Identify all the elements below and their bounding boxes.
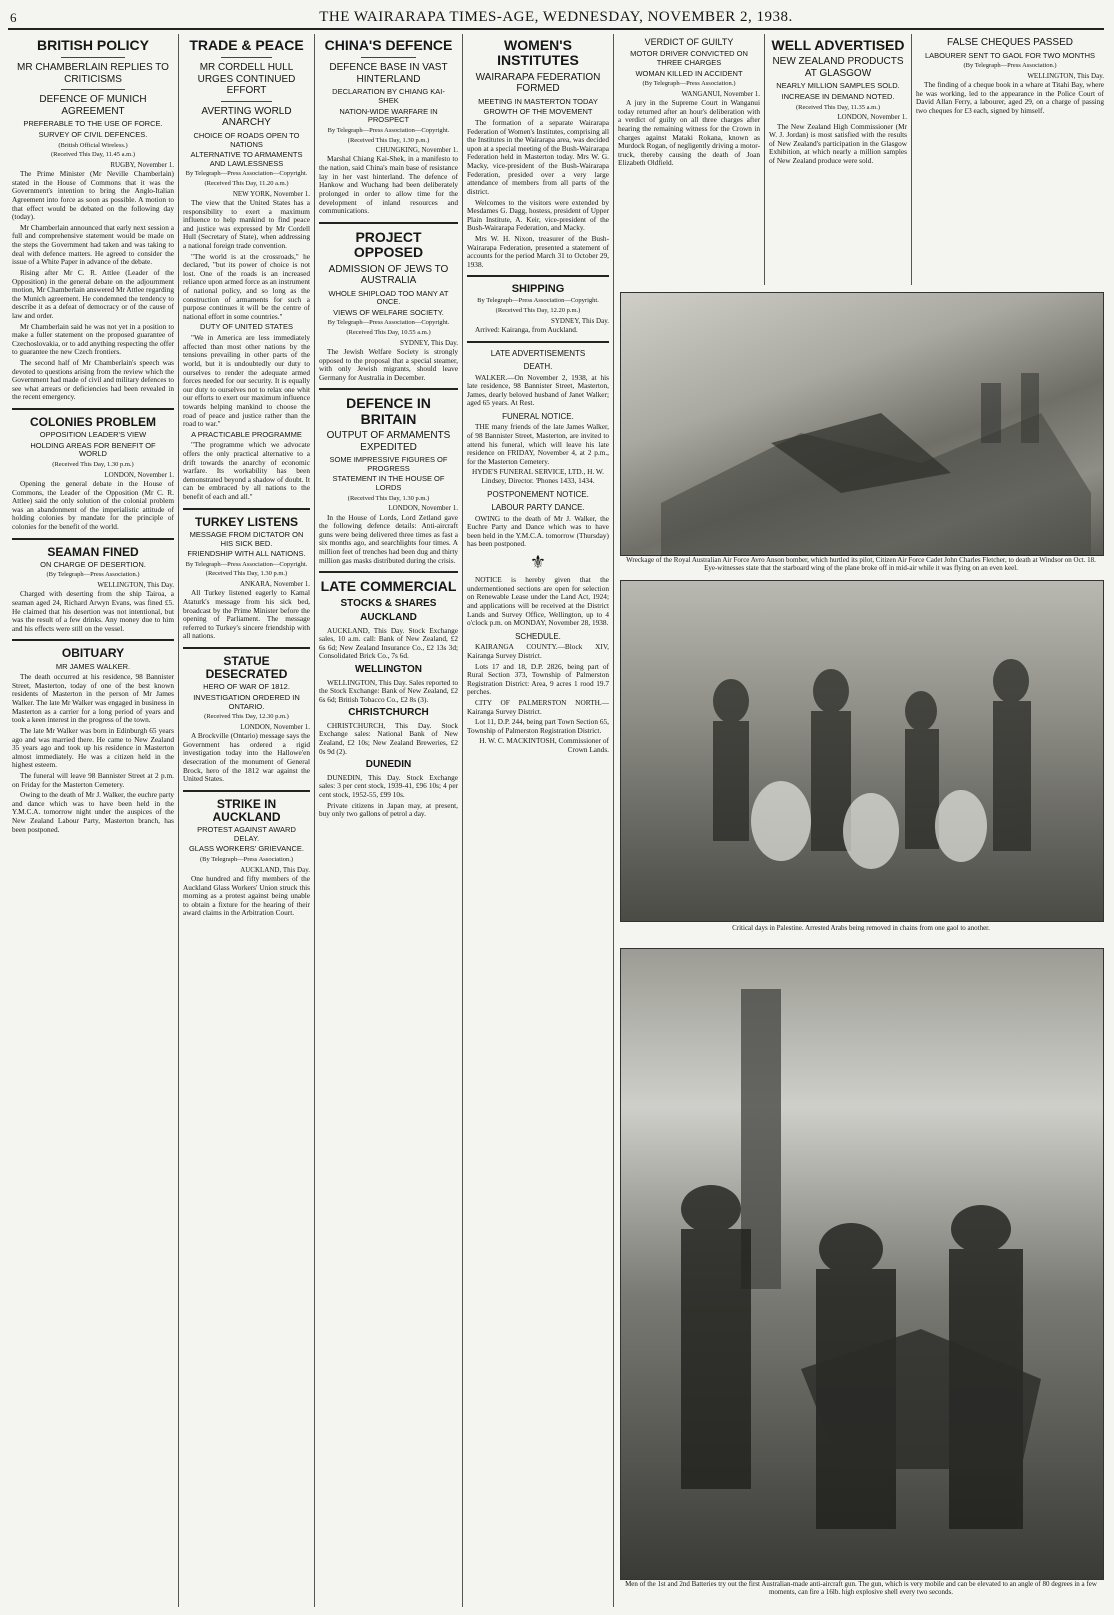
article-paragraph: Mr Chamberlain said he was not yet in a position to make a fuller statement on the proposed guarantee of Czechoslovakia, or to add anything respecting the offer to guarantee the new Czech frontiers. [12,321,174,357]
headline-chinas-defence: CHINA'S DEFENCE [324,37,453,53]
article-paragraph: "The world is at the crossroads," he declared, "but its power of choice is not lost. One of the roads is an increased reliance upon armed force as an instrument of national policy, and so long as the construction of armaments for such a purpose continues it will be the centre of national effort in some countries." [183,251,310,321]
death-notice-heading: DEATH. [523,362,553,372]
dateline: RUGBY, November 1. [110,160,174,169]
wreckage-image [621,293,1103,555]
subhead: MR JAMES WALKER. [55,661,131,671]
subhead: STOCKS & SHARES [340,597,437,609]
column-3 [319,34,458,1604]
funeral-notice: THE many friends of the late James Walker, of 98 Bannister Street, Masterton, are invited to attend his funeral, which will leave his late residence on FRIDAY, November 4, at 2 p.m., for the Masterton Cemetery. [467,422,609,466]
article-paragraph: The finding of a cheque book in a whare at Titahi Bay, where he was working, led to the appearance in the Police Court of David Allan Ferry, a labourer, aged 29, on a charge of passing two cheques for £3 each, signed by himself. [916,80,1104,115]
headline-defence-in-britain: DEFENCE IN BRITAIN [346,395,431,427]
funeral-director: HYDE'S FUNERAL SERVICE, LTD., H. W. Lindsey, Director. 'Phones 1433, 1434. [472,467,604,486]
subhead: DEFENCE BASE IN VAST HINTERLAND [329,62,448,85]
column-4 [467,34,609,1604]
article-paragraph: The funeral will leave 98 Bannister Street at 2 p.m. on Friday for the Masterton Cemetery. [12,770,174,789]
subhead: PREFERABLE TO THE USE OF FORCE. [23,119,163,129]
subhead: LABOURER SENT TO GAOL FOR TWO MONTHS [924,50,1096,60]
subhead: MESSAGE FROM DICTATOR ON HIS SICK BED. [189,529,304,548]
headline-verdict: VERDICT OF GUILTY [644,37,734,47]
arrested-arabs-image [621,581,1103,921]
dateline: LONDON, November 1. [837,113,907,122]
column-6 [769,34,907,284]
subhead: OPPOSITION LEADER'S VIEW [39,430,147,440]
subhead: INCREASE IN DEMAND NOTED. [781,92,895,102]
subhead: ON CHARGE OF DESERTION. [40,559,146,569]
land-notice-signature: H. W. C. MACKINTOSH, Commissioner of Crown Lands. [479,736,609,755]
article-paragraph: The second half of Mr Chamberlain's speech was devoted to questions arising from the review which the Government had made of civil and military defences to see what arrears or deficiencies had been revealed in the recent emergency. [12,358,174,402]
byline: By Telegraph—Press Association—Copyright. [327,319,450,327]
photo-caption: Critical days in Palestine. Arrested Arabs being removed in chains from one gaol to another. [732,924,990,932]
dateline: SYDNEY, This Day. [550,316,609,325]
byline: By Telegraph—Press Association—Copyright. [327,126,450,134]
column-2 [183,34,310,1604]
subhead: PROTEST AGAINST AWARD DELAY. [197,825,296,843]
subhead: OUTPUT OF ARMAMENTS EXPEDITED [326,430,451,453]
article-paragraph: The view that the United States has a responsibility to exert a maximum influence to help mankind to find peace and justice was expressed by Mr Cordell Hull (Secretary of State), when addressing a national foreign trade convention. [183,197,310,250]
article-paragraph: Rising after Mr C. R. Attlee (Leader of the Opposition) in the general debate on the adjournment motion, Mr Chamberlain answered Mr Attlee regarding the Munich agreement. He condemned the tendency to describe it as a defeat of democracy or of the cause of law and order. [12,267,174,320]
subhead: NEW ZEALAND PRODUCTS AT GLASGOW [772,56,904,79]
dateline: AUCKLAND, This Day. [240,865,310,874]
headline-project-opposed: PROJECT OPPOSED [353,228,424,261]
dateline: WELLINGTON, This Day. [1027,71,1104,80]
received-line: (Received This Day, 1.30 p.m.) [347,494,430,502]
headline-false-cheques: FALSE CHEQUES PASSED [947,37,1073,48]
postponement-notice: OWING to the death of Mr J. Walker, the Euchre Party and Dance which was to have been held in the Y.M.C.A. tomorrow (Thursday) has been postponed. [467,513,609,549]
land-notice: NOTICE is hereby given that the undermentioned sections are open for selection on Renewable Lease under the Land Act, 1924; and applications will be received at the District Lands and Survey Office, Wellington, up to 4 o'clock p.m. on MONDAY, November 28, 1938. [467,575,609,628]
article-paragraph: In the House of Lords, Lord Zetland gave the following defence details: Anti-aircraft guns were being delivered three times as fast a six months ago, and searchlights four times. A million feet of trenches had been dug and thirty million gas masks distributed during the crisis. [319,512,458,565]
subhead: AVERTING WORLD ANARCHY [201,105,292,129]
schedule-heading: SCHEDULE. [515,631,561,641]
article-paragraph: A jury in the Supreme Court in Wanganui today returned after an hour's deliberation with a verdict of guilty on all three charges after hearing the remaining witness for the Crown in charges against Mataki Rokana, known as Murdock Rogan, of negligently driving a motor-truck, thereby causing the death of Joan Elizabeth Oldfield. [618,98,760,168]
headline-turkey: TURKEY LISTENS [194,514,299,529]
headline-trade-peace: TRADE & PEACE [189,37,304,53]
received-line: (Received This Day, 11.20 a.m.) [204,180,289,188]
death-notice: WALKER.—On November 2, 1938, at his late residence, 98 Bannister Street, Masterton, James, dearly beloved husband of Janet Walker; aged 65 years. At Rest. [467,372,609,408]
subhead: MR CORDELL HULL URGES CONTINUED EFFORT [197,62,296,97]
headline-late-commercial: LATE COMMERCIAL [320,578,457,595]
received-line: (Received This Day, 11.45 a.m.) [50,151,136,159]
postponement-heading: POSTPONEMENT NOTICE. [487,489,589,499]
article-paragraph: The formation of a separate Wairarapa Federation of Women's Institutes, comprising all the Institutes in the Wairarapa area, was decided upon at a special meeting of the Bush-Wairarapa Federation held in Masterton today. Mrs W. G. Macky, vice-president of the Bush-Wairarapa Federation, presided over a very large attendance of members from all parts of the district. [467,118,609,196]
article-paragraph: The late Mr Walker was born in Edinburgh 65 years ago and was married there. He came to New Zealand 35 years ago and took up his residence in Masterton almost immediately. He was a citizen held in the highest esteem. [12,725,174,770]
market-heading-dunedin: DUNEDIN [365,759,412,771]
subhead: SURVEY OF CIVIL DEFENCES. [38,130,148,140]
byline: (British Official Wireless.) [58,141,128,149]
dateline: WELLINGTON, This Day. [97,581,174,590]
column-rule [613,34,614,1607]
headline-well-advertised: WELL ADVERTISED [771,37,905,53]
dateline: LONDON, November 1. [240,722,310,731]
land-notice-city: CITY OF PALMERSTON NORTH.—Kairanga Survey District. [467,697,609,716]
photo-anti-aircraft-gun [620,948,1104,1580]
masthead [8,6,1104,30]
column-rule [178,34,179,1607]
newspaper-title: THE WAIRARAPA TIMES-AGE, WEDNESDAY, NOVEMBER 2, 1938. [319,9,793,25]
postponement-subhead: LABOUR PARTY DANCE. [491,503,585,513]
byline: (By Telegraph—Press Association.) [963,62,1057,70]
article-paragraph: All Turkey listened eagerly to Kamal Ataturk's message from his sick bed, broadcast by the Prime Minister before the opening of Parliament. The message referred to Turkey's sincere friendship with all nations. [183,588,310,641]
column-rule [911,34,912,285]
subhead: MOTOR DRIVER CONVICTED ON THREE CHARGES [630,49,748,67]
column-7 [916,34,1104,284]
section-subhead: A PRACTICABLE PROGRAMME [191,429,302,439]
dateline: CHUNGKING, November 1. [375,146,458,155]
news-brief: Private citizens in Japan may, at present, buy only two gallons of petrol a day. [319,800,458,819]
subhead: WHOLE SHIPLOAD TOO MANY AT ONCE. [328,288,449,307]
headline-statue: STATUE DESECRATED [205,653,288,682]
subhead: DEFENCE OF MUNICH AGREEMENT [39,94,147,117]
page-number: 6 [10,10,17,25]
subhead: MR CHAMBERLAIN REPLIES TO CRITICISMS [17,62,169,85]
headline-womens-institutes: WOMEN'S INSTITUTES [497,37,579,69]
subhead: NEARLY MILLION SAMPLES SOLD. [776,81,900,91]
article-paragraph: Mr Chamberlain announced that early next session a full and comprehensive statement would be made on the steps the Government had taken and was taking to deal with defence matters. He agreed to consider the issue of a White Paper in advance of the debate. [12,222,174,267]
headline-shipping: SHIPPING [511,283,565,296]
subhead: MEETING IN MASTERTON TODAY [478,96,598,106]
photo-caption: Men of the 1st and 2nd Batteries try out the first Australian-made anti-aircraft gun. The gun, which is very mobile and can be elevated to an angle of 80 degrees in a few moments, can fire a 16lb. high explosive shell every two seconds. [625,1580,1097,1597]
subhead: FRIENDSHIP WITH ALL NATIONS. [187,549,306,559]
byline: (By Telegraph—Press Association.) [199,856,294,864]
market-report: WELLINGTON, This Day. Sales reported to the Stock Exchange: Bank of New Zealand, £2 6s 6d; British Tobacco Co., £2 8s (3). [319,677,458,704]
dateline: WANGANUI, November 1. [681,89,760,98]
article-paragraph: Owing to the death of Mr J. Walker, the euchre party and dance which was to have been held in the Y.M.C.A. tomorrow night under the auspices of the New Zealand Labour Party, Masterton branch, has been postponed. [12,790,174,834]
land-notice-paragraph: Lots 17 and 18, D.P. 2826, being part of Rural Section 373, Township of Palmerston Registration District: Area, 9 acres 1 rood 19.7 perches. [467,661,609,697]
market-heading-christchurch: CHRISTCHURCH [348,707,429,719]
subhead: CHOICE OF ROADS OPEN TO NATIONS [193,130,300,149]
column-5 [618,34,760,284]
headline-seaman: SEAMAN FINED [47,544,139,559]
column-rule [764,34,765,285]
article-paragraph: The New Zealand High Commissioner (Mr W. J. Jordan) is most satisfied with the results of New Zealand's participation in the Glasgow Exhibition, at which nearly a million samples of New Zealand produce were sold. [769,121,907,165]
received-line: (Received This Day, 1.30 p.m.) [205,570,288,578]
dateline: NEW YORK, November 1. [232,189,310,198]
received-line: (Received This Day, 11.35 a.m.) [795,103,881,111]
market-report: DUNEDIN, This Day. Stock Exchange sales: 3 per cent stock, 1939-41, £96 10s; 4 per cent stock, 1952-55, £99 10s. [319,772,458,800]
funeral-notice-heading: FUNERAL NOTICE. [502,411,574,421]
headline-strike: STRIKE IN AUCKLAND [212,796,281,824]
subhead: SOME IMPRESSIVE FIGURES OF PROGRESS [329,455,448,473]
article-paragraph: "We in America are less immediately affected than most other nations by the tensions prevailing in other parts of the world, but it is undoubtedly our duty to ourselves to render the adequate armed forces needed for our security. It is equally our duty to ourselves not to relax one whit our efforts to exert our maximum influence towards helping mankind to choose the road of peace and justice rather than the road to war." [183,333,310,429]
dateline: ANKARA, November 1. [240,580,310,589]
photo-palestine [620,580,1104,922]
subhead: WOMAN KILLED IN ACCIDENT [635,68,743,78]
byline: By Telegraph—Press Association—Copyright. [477,297,599,305]
market-heading-wellington: WELLINGTON [354,664,423,676]
byline: (By Telegraph—Press Association.) [642,80,736,88]
received-line: (Received This Day, 10.55 a.m.) [346,329,431,337]
article-paragraph: Welcomes to the visitors were extended by Mesdames G. Dagg, hostess, president of Upper Plain Institute, A. Keir, vice-president of the Bush-Wairarapa Federation, and Macky. [467,197,609,233]
subhead: WAIRARAPA FEDERATION FORMED [475,71,601,95]
received-line: (Received This Day, 12.30 p.m.) [204,713,289,721]
article-paragraph: The Jewish Welfare Society is strongly opposed to the proposal that a special steamer, with only Jewish migrants, should leave Germany for Australia in December. [319,346,458,382]
land-notice-paragraph: Lot 11, D.P. 244, being part Town Section 65, Township of Palmerston Registration District. [467,717,609,735]
subhead: GROWTH OF THE MOVEMENT [483,107,593,117]
market-report: CHRISTCHURCH, This Day. Stock Exchange sales: National Bank of New Zealand, £2 10s; New Zealand Breweries, £2 0s 9d (2). [319,720,458,756]
column-rule [314,34,315,1607]
subhead: ADMISSION OF JEWS TO AUSTRALIA [328,263,449,286]
headline-colonies: COLONIES PROBLEM [29,415,156,430]
subhead: HOLDING AREAS FOR BENEFIT OF WORLD [30,440,156,459]
subhead: DECLARATION BY CHIANG KAI-SHEK [332,87,445,106]
subhead: STATEMENT IN THE HOUSE OF LORDS [332,474,445,493]
article-paragraph: Mrs W. H. Nixon, treasurer of the Bush-Wairarapa Federation, presented a statement of accounts for the period March 31 to October 29, 1938. [467,233,609,269]
received-line: (Received This Day, 12.20 p.m.) [495,307,581,315]
anti-aircraft-gun-image [621,949,1103,1579]
article-paragraph: A Brockville (Ontario) message says the Government has ordered a rigid investigation today into the Hallowe'en desecration of the monument of General Brock, hero of the 1812 war against the United States. [183,731,310,784]
late-advertisements-heading: LATE ADVERTISEMENTS [490,348,586,358]
coat-of-arms-icon: ⚜ [529,551,547,572]
column-rule [462,34,463,1607]
photo-caption: Wreckage of the Royal Australian Air Force Avro Anson bomber, which hurtled its pilot, Citizen Air Force Cadet John Charles Fletcher, to death at Windsor on Oct. 18. Eye-witnesses state that the starboard wing of the plane broke off in mid-air while it was flying on an even keel. [626,556,1096,573]
dateline: LONDON, November 1. [104,470,174,479]
received-line: (Received This Day, 1.30 p.m.) [52,461,134,469]
byline: By Telegraph—Press Association—Copyright. [185,560,308,568]
market-report: AUCKLAND, This Day. Stock Exchange sales, 10 a.m. call: Bank of New Zealand, £2 6s 6d; New Zealand Insurance Co., £2 13s 3d; Consolidated Brick Co., 7s 6d. [319,625,458,661]
article-paragraph: The death occurred at his residence, 98 Bannister Street, Masterton, today of one of the best known residents of Masterton in the person of Mr James Walker. The late Mr Walker was engaged in business in Masterton as a carrier for a long period of years and took a keen interest in the progress of the town. [12,672,174,725]
subhead: GLASS WORKERS' GRIEVANCE. [188,844,305,854]
subhead: NATION-WIDE WARFARE IN PROSPECT [339,106,438,125]
subhead: HERO OF WAR OF 1812. [203,682,290,692]
article-paragraph: Opening the general debate in the House of Commons, the Leader of the Opposition (Mr C. R. Attlee) said the only solution of the colonial problem was an abandonment of the imperialistic attitude of holding colonies by mandate for the principle of colonies for the benefit of the world. [12,479,174,532]
article-paragraph: The Prime Minister (Mr Neville Chamberlain) stated in the House of Commons that it was the Government's intention to bring the Anglo-Italian Agreement into force as soon as possible. A motion to that effect would be debated on the following day (today). [12,169,174,222]
byline: By Telegraph—Press Association—Copyright. [185,170,308,178]
subhead: ALTERNATIVE TO ARMAMENTS AND LAWLESSNESS [190,150,303,168]
headline-british-policy: BRITISH POLICY [36,37,149,53]
column-1 [12,34,174,1604]
article-paragraph: Charged with deserting from the ship Tairoa, a seaman aged 24, Richard Arwyn Evans, was fined £5. He claimed that his desertion was not intentional, but was the result of a few drinks. Any money due to him and his effects were still on the vessel. [12,589,174,633]
photo-plane-wreckage [620,292,1104,556]
article-paragraph: "The programme which we advocate offers the only practical alternative to a drift towards the anarchy of economic warfare. Its workability has been demonstrated beyond a shadow of doubt. It can be embraced by all nations to the benefit of each and all." [183,440,310,502]
headline-obituary: OBITUARY [61,646,125,661]
article-paragraph: Arrived: Kairanga, from Auckland. [475,325,578,335]
received-line: (Received This Day, 1.30 p.m.) [347,136,430,144]
section-subhead: DUTY OF UNITED STATES [200,322,293,332]
land-notice-county: KAIRANGA COUNTY.—Block XIV, Kairanga Survey District. [467,642,609,660]
dateline: SYDNEY, This Day. [399,338,458,347]
byline: (By Telegraph—Press Association.) [46,571,140,579]
article-paragraph: One hundred and fifty members of the Auckland Glass Workers' Union struck this morning as a protest against being unable to obtain a fixture for the hearing of their award claims in the Arbitration Court. [183,873,310,918]
dateline: LONDON, November 1. [388,504,458,513]
subhead: VIEWS OF WELFARE SOCIETY. [333,307,444,317]
article-paragraph: Marshal Chiang Kai-Shek, in a manifesto to the nation, said China's main base of resistance lay in her vast hinterland. The defence of Hankow and Wuchang had been deliberately prolonged in order to allow time for the development of inland resources and communications. [319,154,458,216]
market-heading-auckland: AUCKLAND [360,612,417,624]
subhead: INVESTIGATION ORDERED IN ONTARIO. [193,692,300,711]
